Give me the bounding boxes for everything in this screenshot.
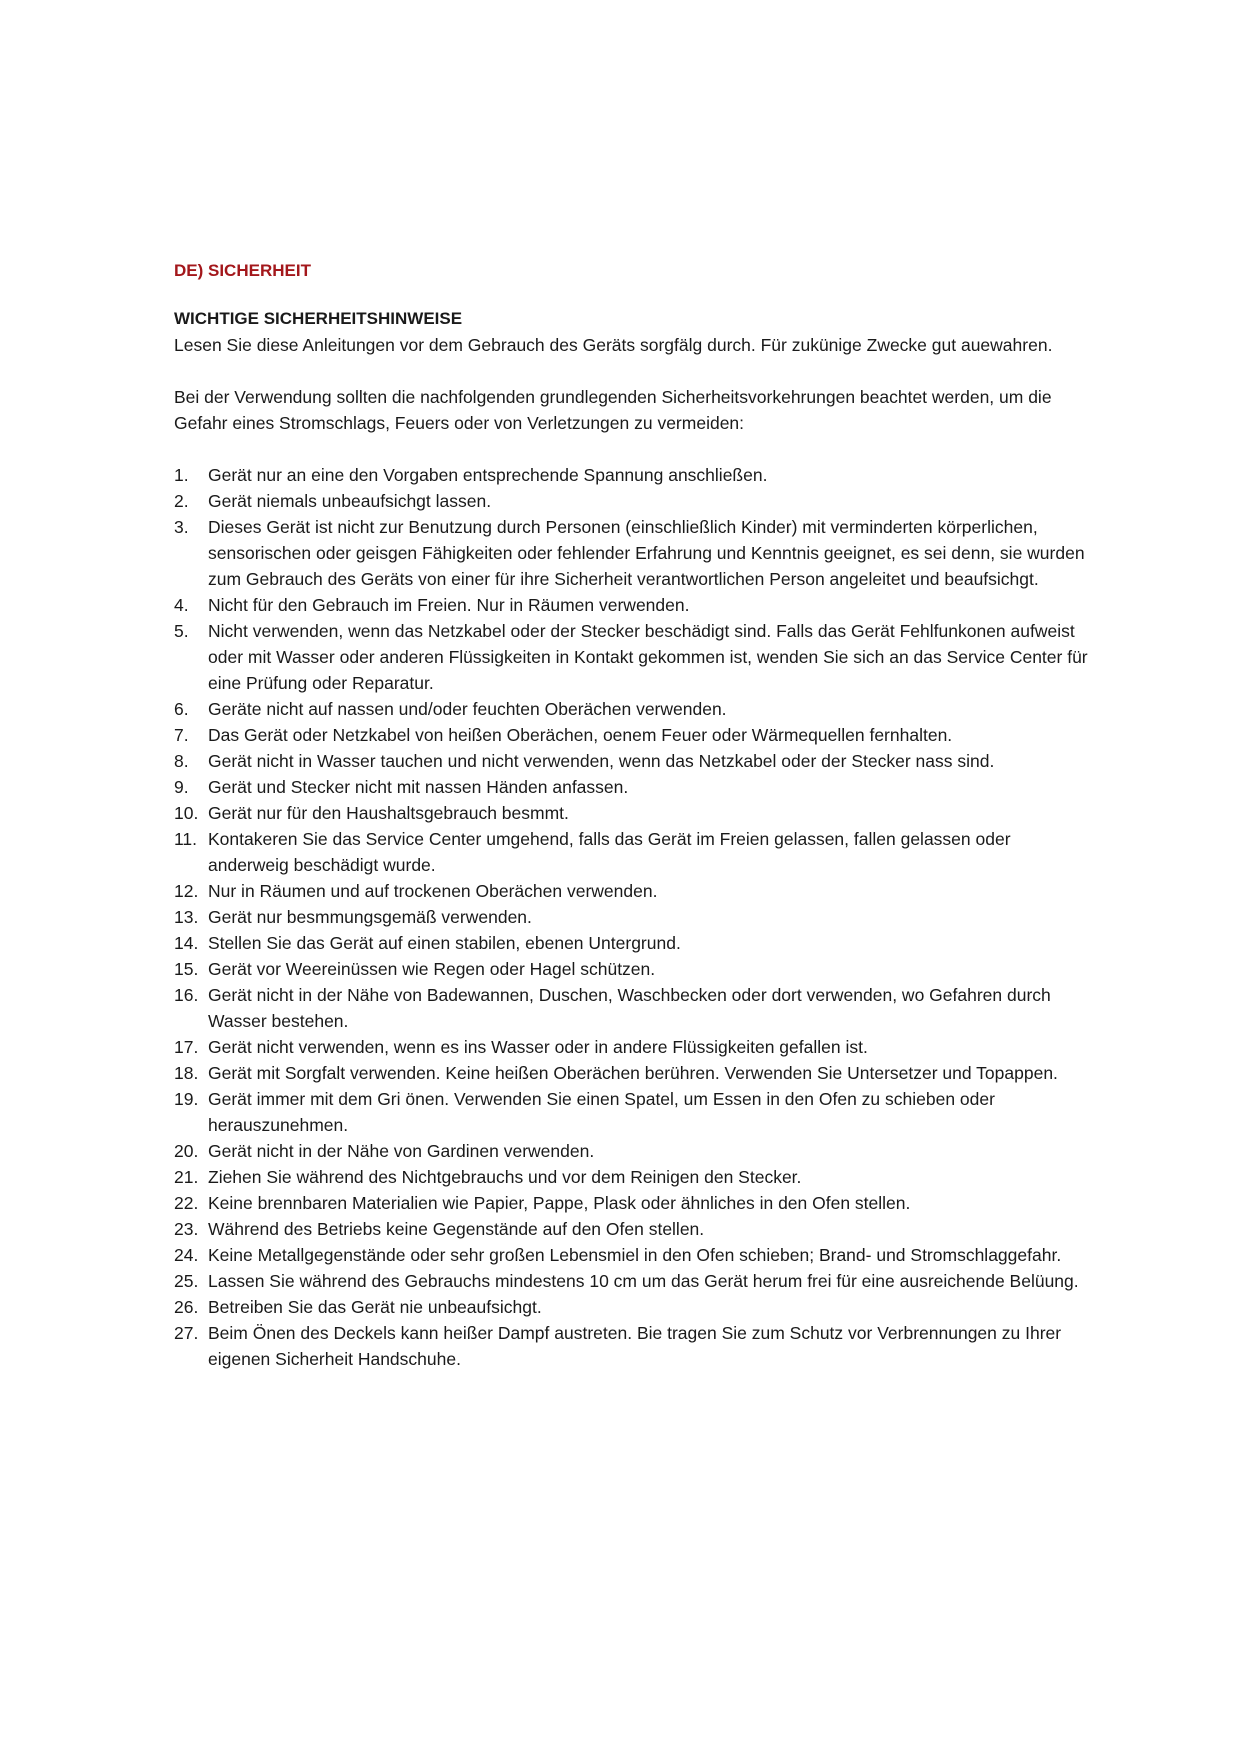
item-text: Gerät immer mit dem Gri önen. Verwenden Sie einen Spatel, um Essen in den Ofen zu schieben oder herauszunehmen. bbox=[208, 1089, 995, 1135]
item-number: 24. bbox=[174, 1245, 199, 1265]
item-text: Nur in Räumen und auf trockenen Oberächen verwenden. bbox=[208, 881, 658, 901]
safety-item bbox=[174, 930, 1094, 956]
item-number: 23. bbox=[174, 1219, 199, 1239]
item-text: Dieses Gerät ist nicht zur Benutzung durch Personen (einschließlich Kinder) mit verminderten körperlichen, sensorischen oder geisgen Fähigkeiten oder fehlender Erfahrung und Kenntnis geeignet, es sei denn, sie wurden zum Gebrauch des Geräts von einer für ihre Sicherheit verantwortlichen Person angeleitet und beaufsichgt. bbox=[208, 517, 1085, 589]
item-text: Betreiben Sie das Gerät nie unbeaufsichgt. bbox=[208, 1297, 542, 1317]
item-text: Ziehen Sie während des Nichtgebrauchs und vor dem Reinigen den Stecker. bbox=[208, 1167, 802, 1187]
item-number: 22. bbox=[174, 1193, 199, 1213]
safety-item bbox=[174, 1216, 1094, 1242]
safety-item bbox=[174, 696, 1094, 722]
item-number: 2. bbox=[174, 491, 189, 511]
safety-item bbox=[174, 1268, 1094, 1294]
item-text: Keine Metallgegenstände oder sehr großen Lebensmiel in den Ofen schieben; Brand- und Stromschlaggefahr. bbox=[208, 1245, 1062, 1265]
item-number: 20. bbox=[174, 1141, 199, 1161]
safety-item bbox=[174, 1086, 1094, 1138]
item-number: 26. bbox=[174, 1297, 199, 1317]
item-number: 9. bbox=[174, 777, 189, 797]
safety-item bbox=[174, 618, 1094, 696]
item-text: Gerät nur für den Haushaltsgebrauch besmmt. bbox=[208, 803, 569, 823]
item-text: Gerät nicht in der Nähe von Gardinen verwenden. bbox=[208, 1141, 595, 1161]
item-text: Stellen Sie das Gerät auf einen stabilen, ebenen Untergrund. bbox=[208, 933, 681, 953]
item-text: Gerät nur besmmungsgemäß verwenden. bbox=[208, 907, 532, 927]
item-number: 7. bbox=[174, 725, 189, 745]
safety-item bbox=[174, 488, 1094, 514]
safety-subtitle: WICHTIGE SICHERHEITSHINWEISE bbox=[174, 309, 463, 328]
item-text: Keine brennbaren Materialien wie Papier, Pappe, Plask oder ähnliches in den Ofen stellen. bbox=[208, 1193, 911, 1213]
safety-item bbox=[174, 748, 1094, 774]
item-text: Nicht verwenden, wenn das Netzkabel oder der Stecker beschädigt sind. Falls das Gerät Fehlfunkonen aufweist oder mit Wasser oder anderen Flüssigkeiten in Kontakt gekommen ist, wenden Sie sich an das Service Center für eine Prüfung oder Reparatur. bbox=[208, 621, 1088, 693]
item-text: Nicht für den Gebrauch im Freien. Nur in Räumen verwenden. bbox=[208, 595, 690, 615]
item-number: 15. bbox=[174, 959, 199, 979]
safety-item bbox=[174, 462, 1094, 488]
item-text: Das Gerät oder Netzkabel von heißen Oberächen, oenem Feuer oder Wärmequellen fernhalten. bbox=[208, 725, 953, 745]
safety-item bbox=[174, 1164, 1094, 1190]
item-number: 10. bbox=[174, 803, 199, 823]
safety-list bbox=[174, 462, 1094, 1372]
item-text: Kontakeren Sie das Service Center umgehend, falls das Gerät im Freien gelassen, fallen gelassen oder anderweig beschädigt wurde. bbox=[208, 829, 1011, 875]
safety-item bbox=[174, 592, 1094, 618]
item-number: 4. bbox=[174, 595, 189, 615]
safety-item bbox=[174, 982, 1094, 1034]
item-number: 8. bbox=[174, 751, 189, 771]
item-text: Gerät mit Sorgfalt verwenden. Keine heißen Oberächen berühren. Verwenden Sie Untersetzer und Topappen. bbox=[208, 1063, 1058, 1083]
item-number: 16. bbox=[174, 985, 199, 1005]
item-text: Gerät niemals unbeaufsichgt lassen. bbox=[208, 491, 492, 511]
item-number: 14. bbox=[174, 933, 199, 953]
item-number: 13. bbox=[174, 907, 199, 927]
safety-item bbox=[174, 1320, 1094, 1372]
safety-item bbox=[174, 904, 1094, 930]
safety-item bbox=[174, 1138, 1094, 1164]
item-number: 21. bbox=[174, 1167, 199, 1187]
safety-item bbox=[174, 722, 1094, 748]
intro-paragraph: Lesen Sie diese Anleitungen vor dem Gebrauch des Geräts sorgfälg durch. Für zukünige Zwecke gut auewahren. bbox=[174, 335, 1053, 355]
item-number: 27. bbox=[174, 1323, 199, 1343]
safety-item bbox=[174, 878, 1094, 904]
item-text: Gerät nur an eine den Vorgaben entsprechende Spannung anschließen. bbox=[208, 465, 768, 485]
item-number: 5. bbox=[174, 621, 189, 641]
item-text: Während des Betriebs keine Gegenstände auf den Ofen stellen. bbox=[208, 1219, 705, 1239]
item-number: 19. bbox=[174, 1089, 199, 1109]
item-number: 18. bbox=[174, 1063, 199, 1083]
item-text: Gerät nicht verwenden, wenn es ins Wasser oder in andere Flüssigkeiten gefallen ist. bbox=[208, 1037, 868, 1057]
document-page bbox=[174, 258, 1094, 1372]
item-number: 6. bbox=[174, 699, 189, 719]
item-number: 1. bbox=[174, 465, 189, 485]
item-number: 3. bbox=[174, 517, 189, 537]
item-text: Gerät nicht in Wasser tauchen und nicht verwenden, wenn das Netzkabel oder der Stecker nass sind. bbox=[208, 751, 995, 771]
item-number: 11. bbox=[174, 829, 198, 849]
item-text: Geräte nicht auf nassen und/oder feuchten Oberächen verwenden. bbox=[208, 699, 727, 719]
safety-item bbox=[174, 1034, 1094, 1060]
safety-item bbox=[174, 1242, 1094, 1268]
safety-item bbox=[174, 1294, 1094, 1320]
item-text: Gerät vor Weereinüssen wie Regen oder Hagel schützen. bbox=[208, 959, 656, 979]
item-number: 25. bbox=[174, 1271, 199, 1291]
safety-item bbox=[174, 800, 1094, 826]
safety-item bbox=[174, 1060, 1094, 1086]
item-number: 12. bbox=[174, 881, 199, 901]
item-text: Gerät und Stecker nicht mit nassen Händen anfassen. bbox=[208, 777, 629, 797]
safety-item bbox=[174, 774, 1094, 800]
safety-item bbox=[174, 514, 1094, 592]
item-text: Beim Önen des Deckels kann heißer Dampf austreten. Bie tragen Sie zum Schutz vor Verbrennungen zu Ihrer eigenen Sicherheit Handschuhe. bbox=[208, 1323, 1062, 1369]
safety-item bbox=[174, 1190, 1094, 1216]
safety-item bbox=[174, 956, 1094, 982]
item-number: 17. bbox=[174, 1037, 199, 1057]
item-text: Lassen Sie während des Gebrauchs mindestens 10 cm um das Gerät herum frei für eine ausreichende Belüung. bbox=[208, 1271, 1079, 1291]
item-text: Gerät nicht in der Nähe von Badewannen, Duschen, Waschbecken oder dort verwenden, wo Gefahren durch Wasser bestehen. bbox=[208, 985, 1051, 1031]
precautions-paragraph: Bei der Verwendung sollten die nachfolgenden grundlegenden Sicherheitsvorkehrungen beachtet werden, um die Gefahr eines Stromschlags, Feuers oder von Verletzungen zu vermeiden: bbox=[174, 387, 1052, 433]
safety-item bbox=[174, 826, 1094, 878]
section-title: DE) SICHERHEIT bbox=[174, 261, 311, 280]
